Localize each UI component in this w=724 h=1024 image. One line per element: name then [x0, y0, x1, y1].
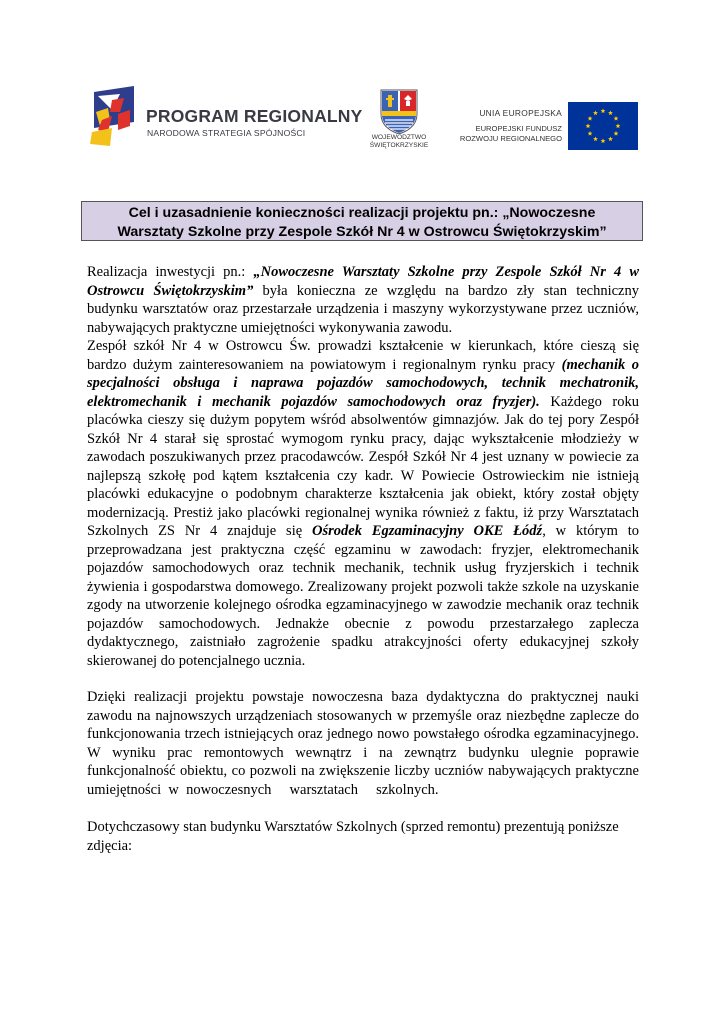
text-line: W wyniku prac remontowych wewnątrz i na zewnątrz budynku ulegnie poprawie	[87, 744, 639, 761]
text-line: Dzięki realizacji projektu powstaje nowoczesna baza dydaktyczna do praktycznej nauki	[87, 689, 639, 705]
paragraph-2	[87, 337, 639, 670]
text-line	[87, 282, 639, 301]
program-regionalny-logo	[90, 86, 363, 146]
professions-emphasis: (mechanik o	[561, 356, 639, 373]
professions-emphasis: elektromechanik i mechanik pojazdów samochodowych oraz fryzjer).	[87, 393, 540, 410]
text-line: żywienia i gospodarstwa domowego. Zrealizowany projekt pozwoli także szkole na uzyskanie	[87, 578, 639, 595]
text-run: , w którym to	[542, 523, 640, 539]
text-line	[87, 356, 639, 375]
paragraph-1	[87, 263, 639, 337]
text-line: budynku warsztatów oraz przestarzałe urządzenia i maszyny wykorzystywane przez uczniów,	[87, 301, 639, 317]
voivodeship-label-line2: ŚWIĘTOKRZYSKIE	[369, 142, 429, 149]
text-line: Dotychczasowy stan budynku Warsztatów Szkolnych (sprzed remontu) prezentują poniższe	[87, 819, 619, 835]
program-title: PROGRAM REGIONALNY	[146, 106, 363, 126]
text-line: placówki edukacyjne o podobnym charakterze kształcenia jak obiekt, który został objęty	[87, 486, 639, 502]
voivodeship-coat-of-arms-icon	[379, 88, 419, 134]
program-subtitle: NARODOWA STRATEGIA SPÓJNOŚCI	[147, 128, 306, 138]
voivodeship-logo	[364, 88, 434, 154]
text-run: była konieczna ze względu na bardzo zły stan techniczny	[253, 282, 639, 299]
text-line: najlepszą szkołę pod kątem kształcenia czy kadr. W Powiecie Ostrowieckim nie istnieją	[87, 467, 639, 484]
text-run: bardzo dużym zainteresowaniem na powiatowym i regionalnym rynku pracy	[87, 356, 562, 373]
text-line: pojazdów samochodowych. Jednakże obecnie z powodu przestarzałego zaplecza	[87, 615, 639, 632]
logo-header	[0, 86, 724, 156]
program-regionalny-flag-icon	[90, 86, 138, 146]
text-line: placówka cieszy się dużym popytem wśród absolwentów gimnazjów. Jak do tej pory Zespół	[87, 412, 639, 428]
title-line2: Warsztaty Szkolne przy Zespole Szkół Nr 4 w Ostrowcu Świętokrzyskim”	[117, 224, 607, 240]
paragraph-3	[87, 688, 639, 799]
eu-fund-line1: EUROPEJSKI FUNDUSZ	[475, 124, 562, 133]
text-line: nabywających praktyczne umiejętności wykonywania zawodu.	[87, 319, 453, 336]
text-line: funkcjonowania trzech istniejących oraz jednego nowo powstałego ośrodka egzaminacyjnego.	[87, 726, 639, 742]
voivodeship-label-line1: WOJEWÓDZTWO	[371, 134, 427, 141]
text-line	[87, 393, 639, 412]
text-line: skierowanej do potencjalnego ucznia.	[87, 652, 306, 669]
text-run: Każdego roku	[539, 393, 640, 410]
text-line: zawodu na najnowszych urządzeniach stosowanych w przemyśle oraz niezbędne zaplecze do	[87, 707, 639, 724]
paragraph-4	[87, 818, 639, 855]
eu-fund-line2: ROZWOJU REGIONALNEGO	[459, 134, 562, 143]
text-line: umiejętności w nowoczesnych warsztatach szkolnych.	[87, 781, 439, 798]
text-line: zgody na utworzenie kolejnego ośrodka egzaminacyjnego w zawodzie mechanik oraz technik	[87, 597, 639, 613]
text-line: dydaktycznego, zaistniało zagrożenie spadku atrakcyjności oferty edukacyjnej szkoły	[87, 634, 639, 650]
project-name-emphasis: „Nowoczesne Warsztaty Szkolne przy Zespole Szkół Nr 4 w	[253, 264, 639, 280]
text-run: Szkolnych ZS Nr 4 znajduje się	[87, 523, 313, 539]
document-title	[81, 201, 643, 241]
exam-center-emphasis: Ośrodek Egzaminacyjny OKE Łódź	[312, 523, 543, 539]
text-line: zdjęcia:	[87, 837, 133, 854]
text-run: Realizacja inwestycji pn.:	[87, 264, 254, 280]
text-line: zawodach poszukiwanych przez pracodawców. Zespół Szkół Nr 4 jest uznany w powiecie za	[87, 449, 639, 465]
text-line: pojazdów samochodowych oraz technik mechanik, technik usług fryzjerskich i technik	[87, 560, 639, 576]
eu-fund-text	[452, 108, 562, 144]
professions-emphasis: specjalności obsługa i naprawa pojazdów samochodowych, technik mechatronik,	[87, 375, 639, 391]
text-line	[87, 263, 639, 282]
eu-flag-icon	[568, 102, 638, 150]
eu-title: UNIA EUROPEJSKA	[479, 108, 562, 118]
text-line: Szkół Nr 4 starał się sprostać wymogom rynku pracy, dając wykształcenie młodzieży w	[87, 430, 639, 447]
title-line1: Cel i uzasadnienie konieczności realizacji projektu pn.: „Nowoczesne	[128, 205, 596, 221]
text-line: Zespół szkół Nr 4 w Ostrowcu Św. prowadzi kształcenie w kierunkach, które cieszą się	[87, 338, 639, 354]
text-line	[87, 522, 639, 541]
text-line: modernizacją. Prestiż jako placówki regionalnej wynika również z faktu, iż przy Warsztatach	[87, 504, 639, 521]
text-line: funkcjonalność obiektu, co pozwoli na zwiększenie liczby uczniów nabywających praktyczne	[87, 763, 639, 779]
project-name-emphasis: Ostrowcu Świętokrzyskim”	[87, 282, 254, 299]
text-line: przeprowadzana jest praktyczna część egzaminu w zawodach: fryzjer, elektromechanik	[87, 541, 639, 558]
